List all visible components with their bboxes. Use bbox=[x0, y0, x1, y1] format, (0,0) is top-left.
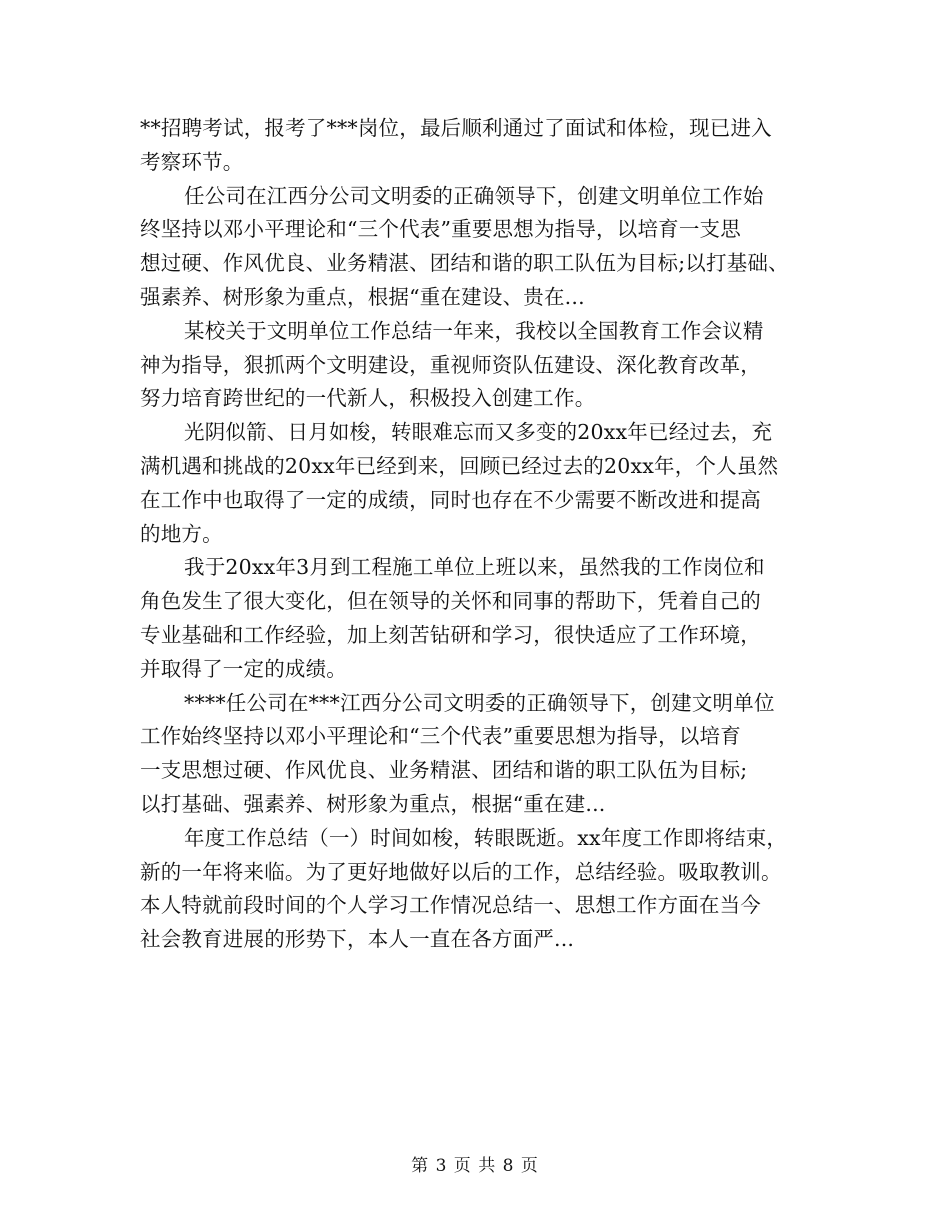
text-line: 以打基础、强素养、树形象为重点，根据“重在建... bbox=[140, 791, 606, 816]
text-line: 终坚持以邓小平理论和“三个代表”重要思想为指导，以培育一支思 bbox=[140, 217, 741, 242]
paragraph-2 bbox=[140, 180, 830, 315]
text-line: 努力培育跨世纪的一代新人，积极投入创建工作。 bbox=[140, 386, 596, 411]
text-line: 光阴似箭、日月如梭，转眼难忘而又多变的20xx年已经过去，充 bbox=[184, 420, 773, 445]
text-line: 专业基础和工作经验，加上刻苦钻研和学习，很快适应了工作环境， bbox=[140, 622, 761, 647]
text-line: 神为指导，狠抓两个文明建设，重视师资队伍建设、深化教育改革， bbox=[140, 352, 761, 377]
document-body bbox=[140, 112, 830, 957]
paragraph-1 bbox=[140, 112, 830, 180]
text-line: 新的一年将来临。为了更好地做好以后的工作，总结经验。吸取教训。 bbox=[140, 859, 782, 884]
text-line: 任公司在江西分公司文明委的正确领导下，创建文明单位工作始 bbox=[184, 183, 764, 208]
text-line: ****任公司在***江西分公司文明委的正确领导下，创建文明单位 bbox=[184, 690, 775, 715]
text-line: 想过硬、作风优良、业务精湛、团结和谐的职工队伍为目标;以打基础、 bbox=[140, 251, 789, 276]
text-line: **招聘考试，报考了***岗位，最后顺利通过了面试和体检，现已进入 bbox=[140, 116, 772, 140]
text-line: 社会教育进展的形势下，本人一直在各方面严... bbox=[140, 927, 575, 952]
text-line: 本人特就前段时间的个人学习工作情况总结一、思想工作方面在当今 bbox=[140, 893, 761, 918]
text-line: 某校关于文明单位工作总结一年来，我校以全国教育工作会议精 bbox=[184, 318, 764, 343]
paragraph-6 bbox=[140, 687, 830, 822]
text-line: 年度工作总结（一）时间如梭，转眼既逝。xx年度工作即将结束， bbox=[184, 825, 788, 850]
text-line: 满机遇和挑战的20xx年已经到来，回顾已经过去的20xx年，个人虽然 bbox=[140, 453, 779, 478]
text-line: 的地方。 bbox=[140, 521, 223, 546]
text-line: 在工作中也取得了一定的成绩，同时也存在不少需要不断改进和提高 bbox=[140, 487, 761, 512]
paragraph-7 bbox=[140, 822, 830, 957]
page-number-footer: 第 3 页 共 8 页 bbox=[411, 1156, 539, 1176]
paragraph-4 bbox=[140, 416, 830, 551]
text-line: 考察环节。 bbox=[140, 149, 244, 174]
text-line: 我于20xx年3月到工程施工单位上班以来，虽然我的工作岗位和 bbox=[184, 555, 765, 580]
text-line: 强素养、树形象为重点，根据“重在建设、贵在... bbox=[140, 284, 585, 309]
text-line: 工作始终坚持以邓小平理论和“三个代表”重要思想为指导，以培育 bbox=[140, 724, 741, 749]
paragraph-3 bbox=[140, 315, 830, 416]
text-line: 并取得了一定的成绩。 bbox=[140, 656, 347, 681]
paragraph-5 bbox=[140, 551, 830, 686]
text-line: 角色发生了很大变化，但在领导的关怀和同事的帮助下，凭着自己的 bbox=[140, 589, 761, 614]
text-line: 一支思想过硬、作风优良、业务精湛、团结和谐的职工队伍为目标; bbox=[140, 758, 748, 783]
